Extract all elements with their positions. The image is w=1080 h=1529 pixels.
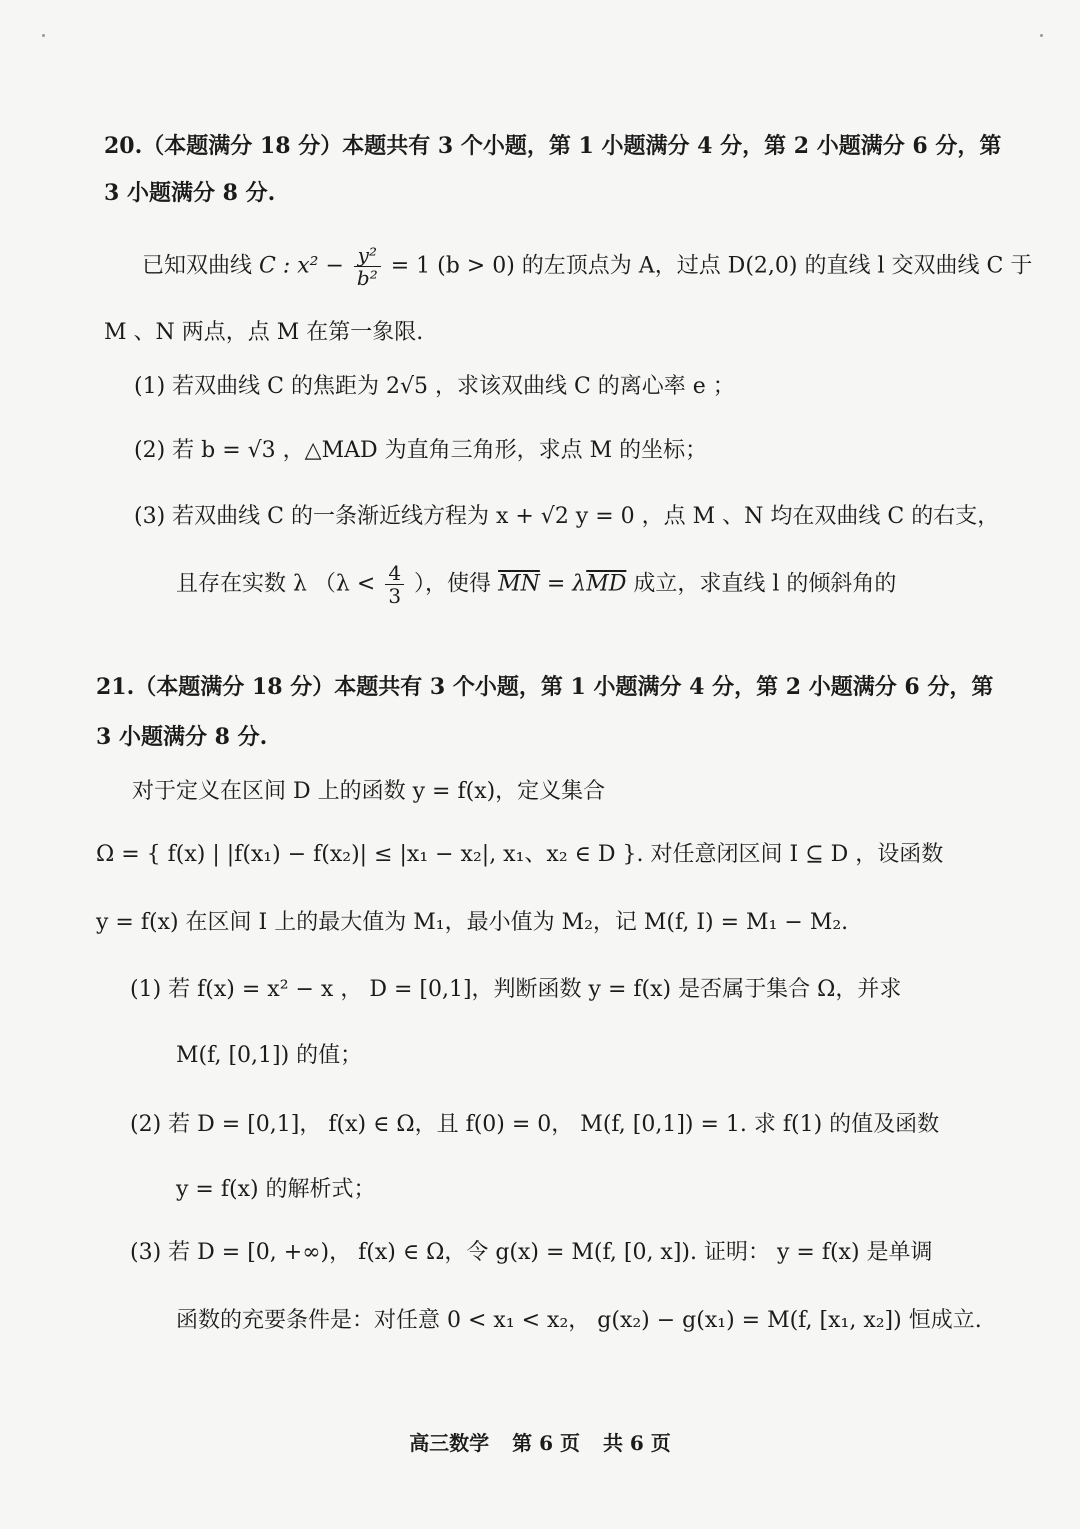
q20-frac-num: y² <box>354 244 381 267</box>
q20-part2: (2) 若 b = √3 ，△MAD 为直角三角形，求点 M 的坐标； <box>134 438 708 463</box>
q20-part1: (1) 若双曲线 C 的焦距为 2√5 ，求该双曲线 C 的离心率 e ； <box>134 374 735 399</box>
q21-stem-line1: 对于定义在区间 D 上的函数 y = f(x)，定义集合 <box>132 779 606 804</box>
q20-stem-line1 <box>142 244 1032 289</box>
q20-p3-c: = λ <box>546 571 587 597</box>
q21-part3-line1: (3) 若 D = [0, +∞)， f(x) ∈ Ω，令 g(x) = M(f, [0, x]). 证明： y = f(x) 是单调 <box>130 1240 933 1265</box>
footer-page-number: 第 6 页 <box>512 1431 580 1455</box>
q21-stem-line3: y = f(x) 在区间 I 上的最大值为 M₁，最小值为 M₂，记 M(f, I) = M₁ − M₂. <box>96 910 849 935</box>
q20-header-line2: 3 小题满分 8 分. <box>104 180 276 206</box>
page-footer <box>0 1427 1080 1456</box>
q20-stem-line2: M 、N 两点，点 M 在第一象限. <box>104 320 424 345</box>
q20-p3-frac-den: 3 <box>388 584 402 608</box>
q20-stem-b: C : x² − <box>259 253 344 279</box>
q20-p3-a: 且存在实数 λ （λ < <box>176 571 376 597</box>
scan-speck <box>42 34 45 37</box>
q20-stem-a: 已知双曲线 <box>142 253 253 279</box>
q20-frac-den: b² <box>356 266 378 290</box>
q20-p3-b: ），使得 <box>414 571 492 597</box>
q21-header-line1: 21.（本题满分 18 分）本题共有 3 个小题，第 1 小题满分 4 分，第 2 小题满分 6 分，第 <box>96 674 994 700</box>
q20-header-line1: 20.（本题满分 18 分）本题共有 3 个小题，第 1 小题满分 4 分，第 2 小题满分 6 分，第 <box>104 133 1002 159</box>
q20-part3-line1: (3) 若双曲线 C 的一条渐近线方程为 x + √2 y = 0 ，点 M 、N 均在双曲线 C 的右支， <box>134 504 1000 529</box>
q20-vector-md: $\overline{MD}$ <box>586 571 627 597</box>
q21-stem-line2: Ω = { f(x) | |f(x₁) − f(x₂)| ≤ |x₁ − x₂|, x₁、x₂ ∈ D }. 对任意闭区间 I ⊆ D ，设函数 <box>96 842 944 867</box>
q21-part1-line2: M(f, [0,1]) 的值； <box>176 1043 363 1068</box>
q20-part3-line2 <box>176 562 896 607</box>
q20-fraction <box>354 244 381 289</box>
q21-part2-line1: (2) 若 D = [0,1]， f(x) ∈ Ω，且 f(0) = 0， M(f, [0,1]) = 1. 求 f(1) 的值及函数 <box>130 1112 940 1137</box>
q21-header-line2: 3 小题满分 8 分. <box>96 724 268 750</box>
q21-part1-line1: (1) 若 f(x) = x² − x ， D = [0,1]，判断函数 y = f(x) 是否属于集合 Ω，并求 <box>130 977 902 1002</box>
q20-stem-c: = 1 (b > 0) 的左顶点为 A，过点 D(2,0) 的直线 l 交双曲线 C 于 <box>390 253 1033 279</box>
footer-total-pages: 共 6 页 <box>602 1431 671 1455</box>
q20-p3-frac-num: 4 <box>385 562 404 585</box>
q20-p3-fraction <box>385 562 404 607</box>
q20-vector-mn: $\overline{MN}$ <box>498 571 540 597</box>
footer-subject: 高三数学 <box>409 1431 490 1455</box>
scan-speck <box>1040 34 1043 37</box>
q21-part3-line2: 函数的充要条件是：对任意 0 < x₁ < x₂， g(x₂) − g(x₁) = M(f, [x₁, x₂]) 恒成立. <box>176 1308 982 1333</box>
q20-p3-d: 成立，求直线 l 的倾斜角的 <box>633 571 897 597</box>
q21-part2-line2: y = f(x) 的解析式； <box>176 1177 376 1202</box>
